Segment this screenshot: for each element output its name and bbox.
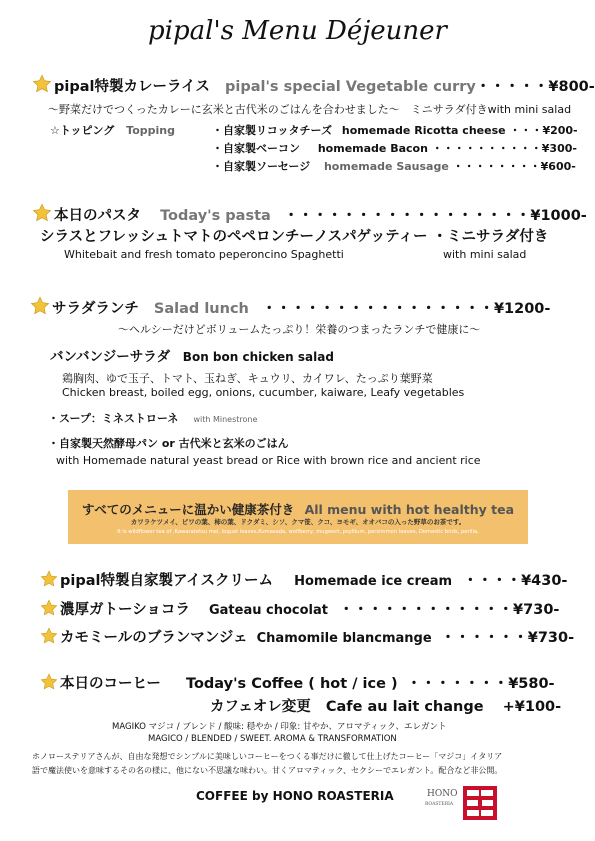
star-icon — [40, 627, 58, 645]
salad-leader: ・・・・・・・・・・・・・・・・ — [261, 301, 494, 317]
hono-logo-sub: ROASTERIA — [425, 802, 454, 807]
pasta-name-jp: 本日のパスタ — [54, 208, 141, 224]
salad-soup-en: with Minestrone — [193, 415, 258, 424]
star-icon — [32, 74, 52, 94]
topping-item-price: ¥600- — [540, 160, 576, 173]
page-title: pipal's Menu Déjeuner — [148, 16, 447, 46]
magiko-line2: MAGICO / BLENDED / SWEET. AROMA & TRANSFORMATION — [148, 734, 397, 744]
banner-line2: カワラケツメイ、ビワの葉、柿の葉、ドクダミ、シソ、クマ笹、クコ、ヨモギ、オオバコの入った野草のお茶です。 — [130, 518, 466, 526]
topping-item — [212, 122, 578, 138]
coffee-change — [210, 695, 561, 716]
curry-price: ¥800- — [548, 79, 595, 95]
coffee-credit: COFFEE by HONO ROASTERIA — [196, 789, 394, 803]
salad-name-jp: サラダランチ — [52, 301, 139, 317]
dessert-price: ¥730- — [527, 630, 575, 646]
topping-item-jp: ・自家製ソーセージ — [212, 160, 311, 173]
pasta-price: ¥1000- — [530, 208, 587, 224]
topping-en: Topping — [126, 124, 175, 137]
salad-price: ¥1200- — [493, 301, 551, 317]
coffee-desc2: 語で魔法使いを意味するその名の様に、他にない不思議な味わい。甘くアロマティック、セクシーでエレガント。配合など非公開。 — [32, 766, 503, 775]
coffee-name-en: Today's Coffee ( hot / ice ) — [185, 676, 398, 692]
banner-line1-en: All menu with hot healthy tea — [304, 502, 515, 517]
change-price: +¥100- — [502, 699, 562, 715]
coffee-heading — [40, 672, 555, 693]
salad-main-jp: バンバンジーサラダ — [50, 349, 171, 365]
salad-bread-en: with Homemade natural yeast bread or Rice with brown rice and ancient rice — [56, 454, 481, 467]
salad-desc: ～ヘルシーだけどボリュームたっぷり！栄養のつまったランチで健康に～ — [118, 323, 481, 336]
change-jp: カフェオレ変更 — [210, 699, 311, 715]
curry-heading — [32, 74, 595, 96]
dessert-price: ¥730- — [513, 602, 560, 618]
topping-item-price: ¥200- — [542, 124, 578, 137]
curry-name-jp: pipal特製カレーライス — [54, 79, 210, 95]
curry-desc: ～野菜だけでつくったカレーに玄米と古代米のごはんを合わせました～ ミニサラダ付きwith mini salad — [48, 103, 572, 116]
topping-item-en: homemade Sausage — [323, 160, 449, 173]
dessert-jp: 濃厚ガトーショコラ — [60, 602, 190, 618]
dessert-en: Chamomile blancmange — [256, 631, 432, 646]
dessert-jp: カモミールのブランマンジェ — [60, 630, 248, 646]
pasta-name-en: Today's pasta — [160, 208, 271, 224]
dessert-en: Homemade ice cream — [294, 574, 453, 589]
star-icon — [40, 599, 58, 617]
dessert-item — [40, 598, 559, 619]
curry-name-en: pipal's special Vegetable curry — [224, 79, 476, 95]
salad-heading — [30, 296, 550, 318]
topping-item-jp: ・自家製リコッタチーズ — [212, 124, 333, 137]
salad-soup-jp: ・スープ：ミネストローネ — [48, 412, 179, 425]
salad-ing-jp: 鶏胸肉、ゆで玉子、トマト、玉ねぎ、キュウリ、カイワレ、たっぷり葉野菜 — [62, 372, 433, 385]
dessert-item — [40, 569, 567, 590]
coffee-price: ¥580- — [508, 676, 555, 692]
banner-line1-jp: すべてのメニューに温かい健康茶付き — [81, 502, 295, 517]
topping-item-leader: ・・・・・・・・・・ — [431, 142, 542, 155]
dessert-leader: ・・・・・・ — [440, 630, 528, 646]
salad-main-en: Bon bon chicken salad — [182, 350, 334, 364]
topping-item-price: ¥300- — [541, 142, 577, 155]
hono-logo — [463, 786, 497, 820]
star-icon — [40, 673, 58, 691]
dessert-jp: pipal特製自家製アイスクリーム — [60, 573, 274, 589]
banner-line3: It is wildflower tea of ,Kawaratetsu mei, loquat leaves,Kumasada, wolfberry, mugwort, psyllium, persimmon leaves, Domestic birds, perilla, — [117, 529, 479, 535]
topping-item-jp: ・自家製ベーコン — [212, 142, 300, 155]
topping-jp: ☆トッピング — [50, 124, 115, 137]
dessert-leader: ・・・・・・・・・・・・ — [339, 602, 514, 618]
magiko-line1: MAGIKO マジコ / ブレンド / 酸味: 穏やか / 印象: 甘やか、アロマティック、エレガント — [112, 722, 447, 732]
topping-item-leader: ・・・・・・・・ — [452, 160, 541, 173]
topping-item — [212, 140, 577, 156]
salad-ing-en: Chicken breast, boiled egg, onions, cucumber, kaiware, Leafy vegetables — [62, 386, 465, 399]
star-icon — [32, 203, 52, 223]
star-icon — [40, 570, 58, 588]
change-en: Cafe au lait change — [325, 699, 484, 715]
topping-label — [50, 122, 175, 138]
salad-name-en: Salad lunch — [153, 301, 249, 317]
tea-banner — [68, 490, 528, 544]
salad-soup — [48, 407, 257, 426]
pasta-sub-en: Whitebait and fresh tomato peperoncino Spaghetti — [64, 248, 344, 261]
topping-item-leader: ・・・ — [509, 124, 543, 137]
dessert-price: ¥430- — [521, 573, 568, 589]
banner-line1 — [68, 500, 528, 518]
pasta-sub-jp: シラスとフレッシュトマトのペペロンチーノスパゲッティー ・ミニサラダ付き — [40, 229, 549, 245]
coffee-name-jp: 本日のコーヒー — [60, 676, 161, 692]
coffee-leader: ・・・・・・・ — [406, 676, 509, 692]
salad-main — [50, 345, 334, 365]
salad-bread-jp: ・自家製天然酵母パン or 古代米と玄米のごはん — [48, 437, 289, 450]
topping-item-en: homemade Bacon — [317, 142, 428, 155]
pasta-leader: ・・・・・・・・・・・・・・・・・ — [283, 208, 531, 224]
dessert-leader: ・・・・ — [463, 573, 522, 589]
topping-item — [212, 158, 576, 174]
coffee-desc1: ホノローステリアさんが、自由な発想でシンプルに美味しいコーヒーをつくる事だけに徹して仕上げたコーヒー「マジコ」イタリア — [32, 752, 503, 761]
topping-item-en: homemade Ricotta cheese — [341, 124, 506, 137]
star-icon — [30, 296, 50, 316]
dessert-item — [40, 626, 574, 647]
curry-leader: ・・・・・ — [475, 79, 549, 95]
hono-logo-text: HONO — [427, 789, 458, 799]
pasta-heading — [32, 203, 587, 225]
dessert-en: Gateau chocolat — [208, 603, 328, 618]
pasta-sub-en2: with mini salad — [443, 248, 527, 261]
